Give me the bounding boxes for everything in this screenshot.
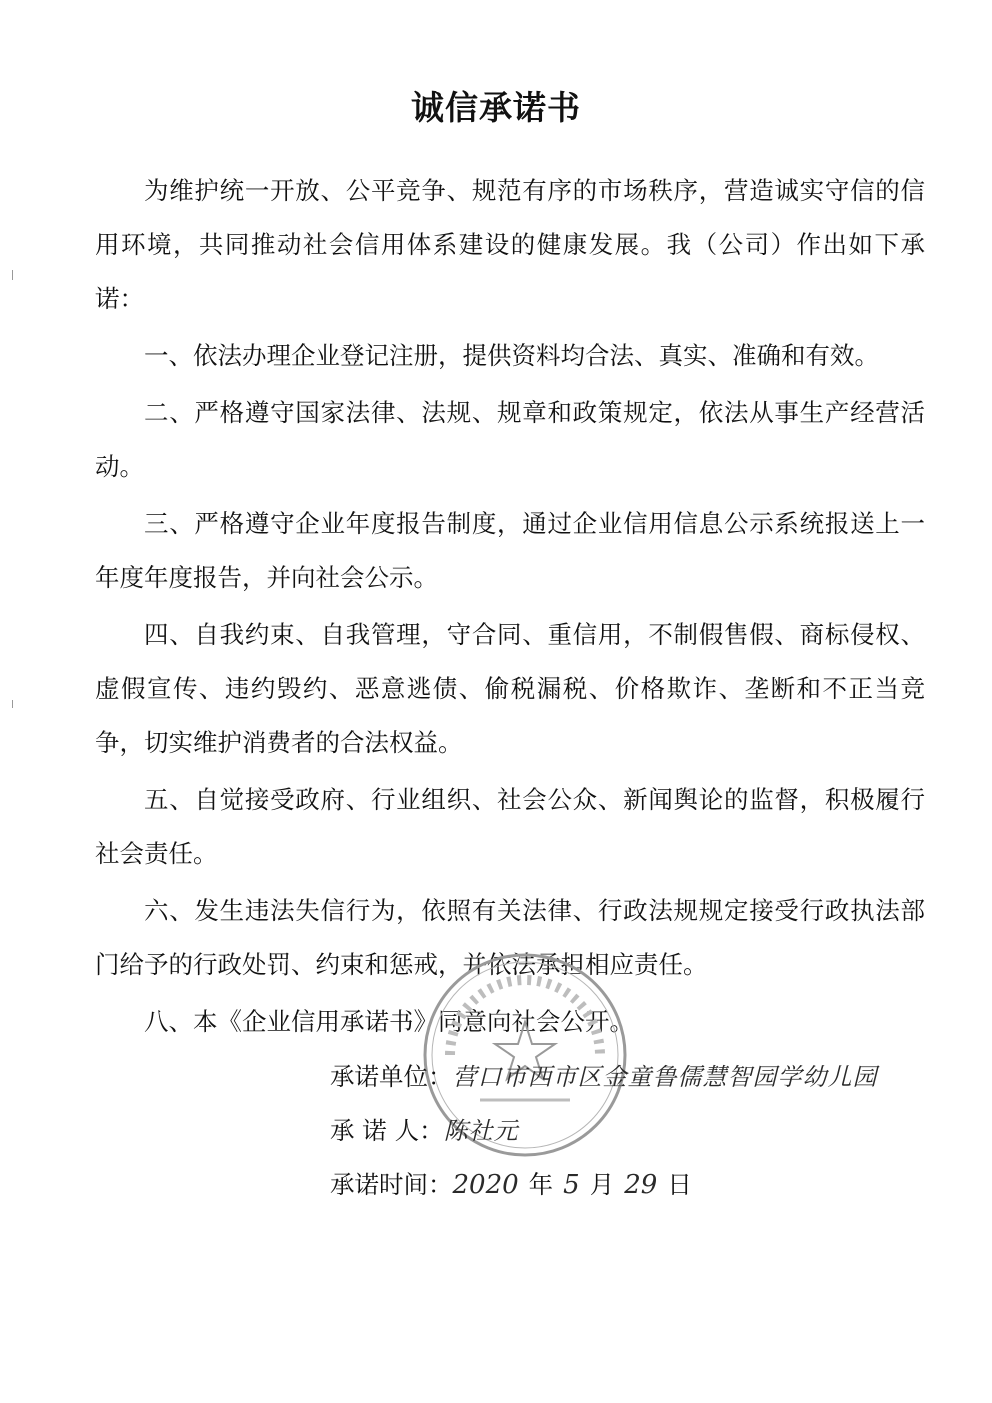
- sign-date-row: [330, 1158, 930, 1212]
- commitment-item-5: 五、自觉接受政府、行业组织、社会公众、新闻舆论的监督，积极履行社会责任。: [95, 785, 925, 868]
- commitment-item-2: 二、严格遵守国家法律、法规、规章和政策规定，依法从事生产经营活动。: [95, 398, 925, 481]
- sign-month: 5: [563, 1170, 580, 1200]
- commitment-item-3: 三、严格遵守企业年度报告制度，通过企业信用信息公示系统报送上一年度年度报告，并向社会公示。: [95, 509, 925, 592]
- sign-year: 2020: [452, 1170, 519, 1200]
- signer-handwriting: 陈社元: [443, 1117, 519, 1145]
- month-unit: 月: [589, 1170, 615, 1199]
- sign-day: 29: [624, 1170, 658, 1200]
- document-body: [95, 164, 925, 1049]
- sign-date-label: 承诺时间：: [330, 1170, 453, 1199]
- scan-mark: [12, 270, 13, 280]
- commitment-item-6: 六、发生违法失信行为，依照有关法律、行政法规规定接受行政执法部门给予的行政处罚、约束和惩戒，并依法承担相应责任。: [95, 896, 925, 979]
- signing-unit-row: [330, 1050, 930, 1104]
- year-unit: 年: [528, 1170, 554, 1199]
- commitment-item-1: 一、依法办理企业登记注册，提供资料均合法、真实、准确和有效。: [144, 341, 879, 370]
- signature-block: [330, 1050, 930, 1212]
- commitment-item-4: 四、自我约束、自我管理，守合同、重信用，不制假售假、商标侵权、虚假宣传、违约毁约、恶意逃债、偷税漏税、价格欺诈、垄断和不正当竞争，切实维护消费者的合法权益。: [95, 620, 925, 757]
- commitment-item-8: 八、本《企业信用承诺书》同意向社会公开。: [144, 1007, 634, 1036]
- signing-unit-handwriting: 营口市西市区金童鲁儒慧智园学幼儿园: [452, 1063, 878, 1091]
- document-title: 诚信承诺书: [411, 88, 581, 127]
- day-unit: 日: [667, 1170, 692, 1199]
- signing-unit-label: 承诺单位：: [330, 1062, 453, 1091]
- signer-row: [330, 1104, 930, 1158]
- scan-mark: [12, 700, 13, 708]
- intro-paragraph: 为维护统一开放、公平竞争、规范有序的市场秩序，营造诚实守信的信用环境，共同推动社会信用体系建设的健康发展。我（公司）作出如下承诺：: [95, 176, 925, 313]
- signer-label: 承 诺 人：: [330, 1116, 444, 1145]
